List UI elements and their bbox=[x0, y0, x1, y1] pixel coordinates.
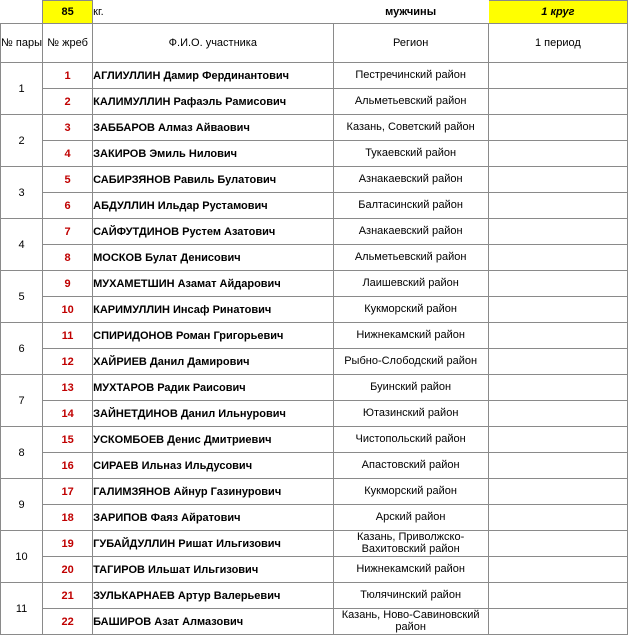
lot-number-cell: 12 bbox=[43, 349, 93, 375]
participant-name-cell: МУХАМЕТШИН Азамат Айдарович bbox=[93, 271, 333, 297]
pair-number-cell: 5 bbox=[1, 271, 43, 323]
participant-name-cell: ЗАББАРОВ Алмаз Айваович bbox=[93, 115, 333, 141]
lot-number-cell: 15 bbox=[43, 427, 93, 453]
table-row bbox=[1, 427, 628, 453]
period-score-cell[interactable] bbox=[488, 349, 627, 375]
table-row bbox=[1, 323, 628, 349]
period-score-cell[interactable] bbox=[488, 245, 627, 271]
table-row bbox=[1, 193, 628, 219]
weight-unit-cell: кг. bbox=[93, 1, 333, 24]
period-score-cell[interactable] bbox=[488, 115, 627, 141]
lot-number-cell: 2 bbox=[43, 89, 93, 115]
region-cell: Кукморский район bbox=[333, 297, 488, 323]
period-score-cell[interactable] bbox=[488, 531, 627, 557]
region-cell: Кукморский район bbox=[333, 479, 488, 505]
lot-number-cell: 16 bbox=[43, 453, 93, 479]
participant-name-cell: САБИРЗЯНОВ Равиль Булатович bbox=[93, 167, 333, 193]
region-cell: Азнакаевский район bbox=[333, 167, 488, 193]
region-cell: Казань, Советский район bbox=[333, 115, 488, 141]
pair-number-cell: 11 bbox=[1, 583, 43, 635]
period-score-cell[interactable] bbox=[488, 401, 627, 427]
region-cell: Ютазинский район bbox=[333, 401, 488, 427]
column-header-region bbox=[333, 24, 488, 63]
lot-number-cell: 18 bbox=[43, 505, 93, 531]
participant-name-cell: СПИРИДОНОВ Роман Григорьевич bbox=[93, 323, 333, 349]
period-score-cell[interactable] bbox=[488, 375, 627, 401]
participant-name-cell: ТАГИРОВ Ильшат Ильгизович bbox=[93, 557, 333, 583]
table-row bbox=[1, 219, 628, 245]
participant-name-cell: АГЛИУЛЛИН Дамир Фердинантович bbox=[93, 63, 333, 89]
column-header-name-label: Ф.И.О. участника bbox=[168, 36, 257, 49]
lot-number-cell: 5 bbox=[43, 167, 93, 193]
table-row bbox=[1, 271, 628, 297]
period-score-cell[interactable] bbox=[488, 219, 627, 245]
table-row bbox=[1, 453, 628, 479]
region-cell: Нижнекамский район bbox=[333, 323, 488, 349]
table-row bbox=[1, 245, 628, 271]
participant-name-cell: СИРАЕВ Ильназ Ильдусович bbox=[93, 453, 333, 479]
lot-number-cell: 9 bbox=[43, 271, 93, 297]
region-cell: Буинский район bbox=[333, 375, 488, 401]
lot-number-cell: 20 bbox=[43, 557, 93, 583]
period-score-cell[interactable] bbox=[488, 557, 627, 583]
participant-name-cell: ЗУЛЬКАРНАЕВ Артур Валерьевич bbox=[93, 583, 333, 609]
period-score-cell[interactable] bbox=[488, 297, 627, 323]
region-cell: Лаишевский район bbox=[333, 271, 488, 297]
region-cell: Нижнекамский район bbox=[333, 557, 488, 583]
column-header-lot-label: № жреб bbox=[47, 36, 88, 49]
participant-name-cell: ГУБАЙДУЛЛИН Ришат Ильгизович bbox=[93, 531, 333, 557]
column-header-row bbox=[1, 24, 628, 63]
pair-number-cell: 6 bbox=[1, 323, 43, 375]
region-cell: Казань, Приволжско-Вахитовский район bbox=[333, 531, 488, 557]
period-score-cell[interactable] bbox=[488, 479, 627, 505]
region-cell: Рыбно-Слободский район bbox=[333, 349, 488, 375]
region-cell: Альметьевский район bbox=[333, 89, 488, 115]
lot-number-cell: 14 bbox=[43, 401, 93, 427]
column-header-lot bbox=[43, 24, 93, 63]
lot-number-cell: 21 bbox=[43, 583, 93, 609]
pair-number-cell: 10 bbox=[1, 531, 43, 583]
lot-number-cell: 10 bbox=[43, 297, 93, 323]
participant-name-cell: ЗАКИРОВ Эмиль Нилович bbox=[93, 141, 333, 167]
column-header-region-label: Регион bbox=[392, 36, 429, 49]
column-header-period bbox=[488, 24, 627, 63]
period-score-cell[interactable] bbox=[488, 583, 627, 609]
table-row bbox=[1, 297, 628, 323]
participant-name-cell: САЙФУТДИНОВ Рустем Азатович bbox=[93, 219, 333, 245]
table-row bbox=[1, 375, 628, 401]
table-row bbox=[1, 141, 628, 167]
region-cell: Казань, Ново-Савиновский район bbox=[333, 609, 488, 635]
region-cell: Балтасинский район bbox=[333, 193, 488, 219]
column-header-period-label: 1 период bbox=[534, 36, 581, 49]
lot-number-cell: 3 bbox=[43, 115, 93, 141]
region-cell: Пестречинский район bbox=[333, 63, 488, 89]
period-score-cell[interactable] bbox=[488, 609, 627, 635]
lot-number-cell: 19 bbox=[43, 531, 93, 557]
period-score-cell[interactable] bbox=[488, 141, 627, 167]
period-score-cell[interactable] bbox=[488, 271, 627, 297]
pair-number-cell: 1 bbox=[1, 63, 43, 115]
participant-name-cell: ЗАРИПОВ Фаяз Айратович bbox=[93, 505, 333, 531]
lot-number-cell: 11 bbox=[43, 323, 93, 349]
lot-number-cell: 8 bbox=[43, 245, 93, 271]
pair-number-cell: 9 bbox=[1, 479, 43, 531]
region-cell: Чистопольский район bbox=[333, 427, 488, 453]
region-cell: Альметьевский район bbox=[333, 245, 488, 271]
lot-number-cell: 13 bbox=[43, 375, 93, 401]
lot-number-cell: 4 bbox=[43, 141, 93, 167]
period-score-cell[interactable] bbox=[488, 167, 627, 193]
pair-number-cell: 3 bbox=[1, 167, 43, 219]
region-cell: Тюлячинский район bbox=[333, 583, 488, 609]
table-row bbox=[1, 557, 628, 583]
table-row bbox=[1, 583, 628, 609]
table-row bbox=[1, 401, 628, 427]
period-score-cell[interactable] bbox=[488, 323, 627, 349]
lot-number-cell: 1 bbox=[43, 63, 93, 89]
period-score-cell[interactable] bbox=[488, 63, 627, 89]
table-row bbox=[1, 167, 628, 193]
title-row bbox=[1, 1, 628, 24]
region-cell: Арский район bbox=[333, 505, 488, 531]
lot-number-cell: 6 bbox=[43, 193, 93, 219]
participant-name-cell: ЗАЙНЕТДИНОВ Данил Ильнурович bbox=[93, 401, 333, 427]
period-score-cell[interactable] bbox=[488, 453, 627, 479]
participant-name-cell: ГАЛИМЗЯНОВ Айнур Газинурович bbox=[93, 479, 333, 505]
period-score-cell[interactable] bbox=[488, 89, 627, 115]
lot-number-cell: 7 bbox=[43, 219, 93, 245]
participant-name-cell: БАШИРОВ Азат Алмазович bbox=[93, 609, 333, 635]
table-row bbox=[1, 63, 628, 89]
table-row bbox=[1, 89, 628, 115]
round-cell: 1 круг bbox=[488, 1, 627, 24]
column-header-pair bbox=[1, 24, 43, 63]
table-row bbox=[1, 531, 628, 557]
table-row bbox=[1, 115, 628, 141]
participant-name-cell: КАРИМУЛЛИН Инсаф Ринатович bbox=[93, 297, 333, 323]
participant-name-cell: ХАЙРИЕВ Данил Дамирович bbox=[93, 349, 333, 375]
participant-name-cell: УСКОМБОЕВ Денис Дмитриевич bbox=[93, 427, 333, 453]
pair-number-cell: 2 bbox=[1, 115, 43, 167]
region-cell: Тукаевский район bbox=[333, 141, 488, 167]
pair-number-cell: 4 bbox=[1, 219, 43, 271]
lot-number-cell: 22 bbox=[43, 609, 93, 635]
region-cell: Апастовский район bbox=[333, 453, 488, 479]
lot-number-cell: 17 bbox=[43, 479, 93, 505]
participant-name-cell: АБДУЛЛИН Ильдар Рустамович bbox=[93, 193, 333, 219]
table-row bbox=[1, 505, 628, 531]
pair-number-cell: 8 bbox=[1, 427, 43, 479]
table-row bbox=[1, 349, 628, 375]
participant-name-cell: КАЛИМУЛЛИН Рафаэль Рамисович bbox=[93, 89, 333, 115]
column-header-pair-label: № пары bbox=[1, 36, 43, 49]
period-score-cell[interactable] bbox=[488, 193, 627, 219]
period-score-cell[interactable] bbox=[488, 427, 627, 453]
participant-name-cell: МУХТАРОВ Радик Раисович bbox=[93, 375, 333, 401]
pair-number-cell: 7 bbox=[1, 375, 43, 427]
period-score-cell[interactable] bbox=[488, 505, 627, 531]
column-header-name bbox=[93, 24, 333, 63]
weight-category-cell: 85 bbox=[43, 1, 93, 24]
title-spacer-cell bbox=[1, 1, 43, 24]
participant-name-cell: МОСКОВ Булат Денисович bbox=[93, 245, 333, 271]
region-cell: Азнакаевский район bbox=[333, 219, 488, 245]
gender-cell: мужчины bbox=[333, 1, 488, 24]
table-row bbox=[1, 479, 628, 505]
table-row bbox=[1, 609, 628, 635]
